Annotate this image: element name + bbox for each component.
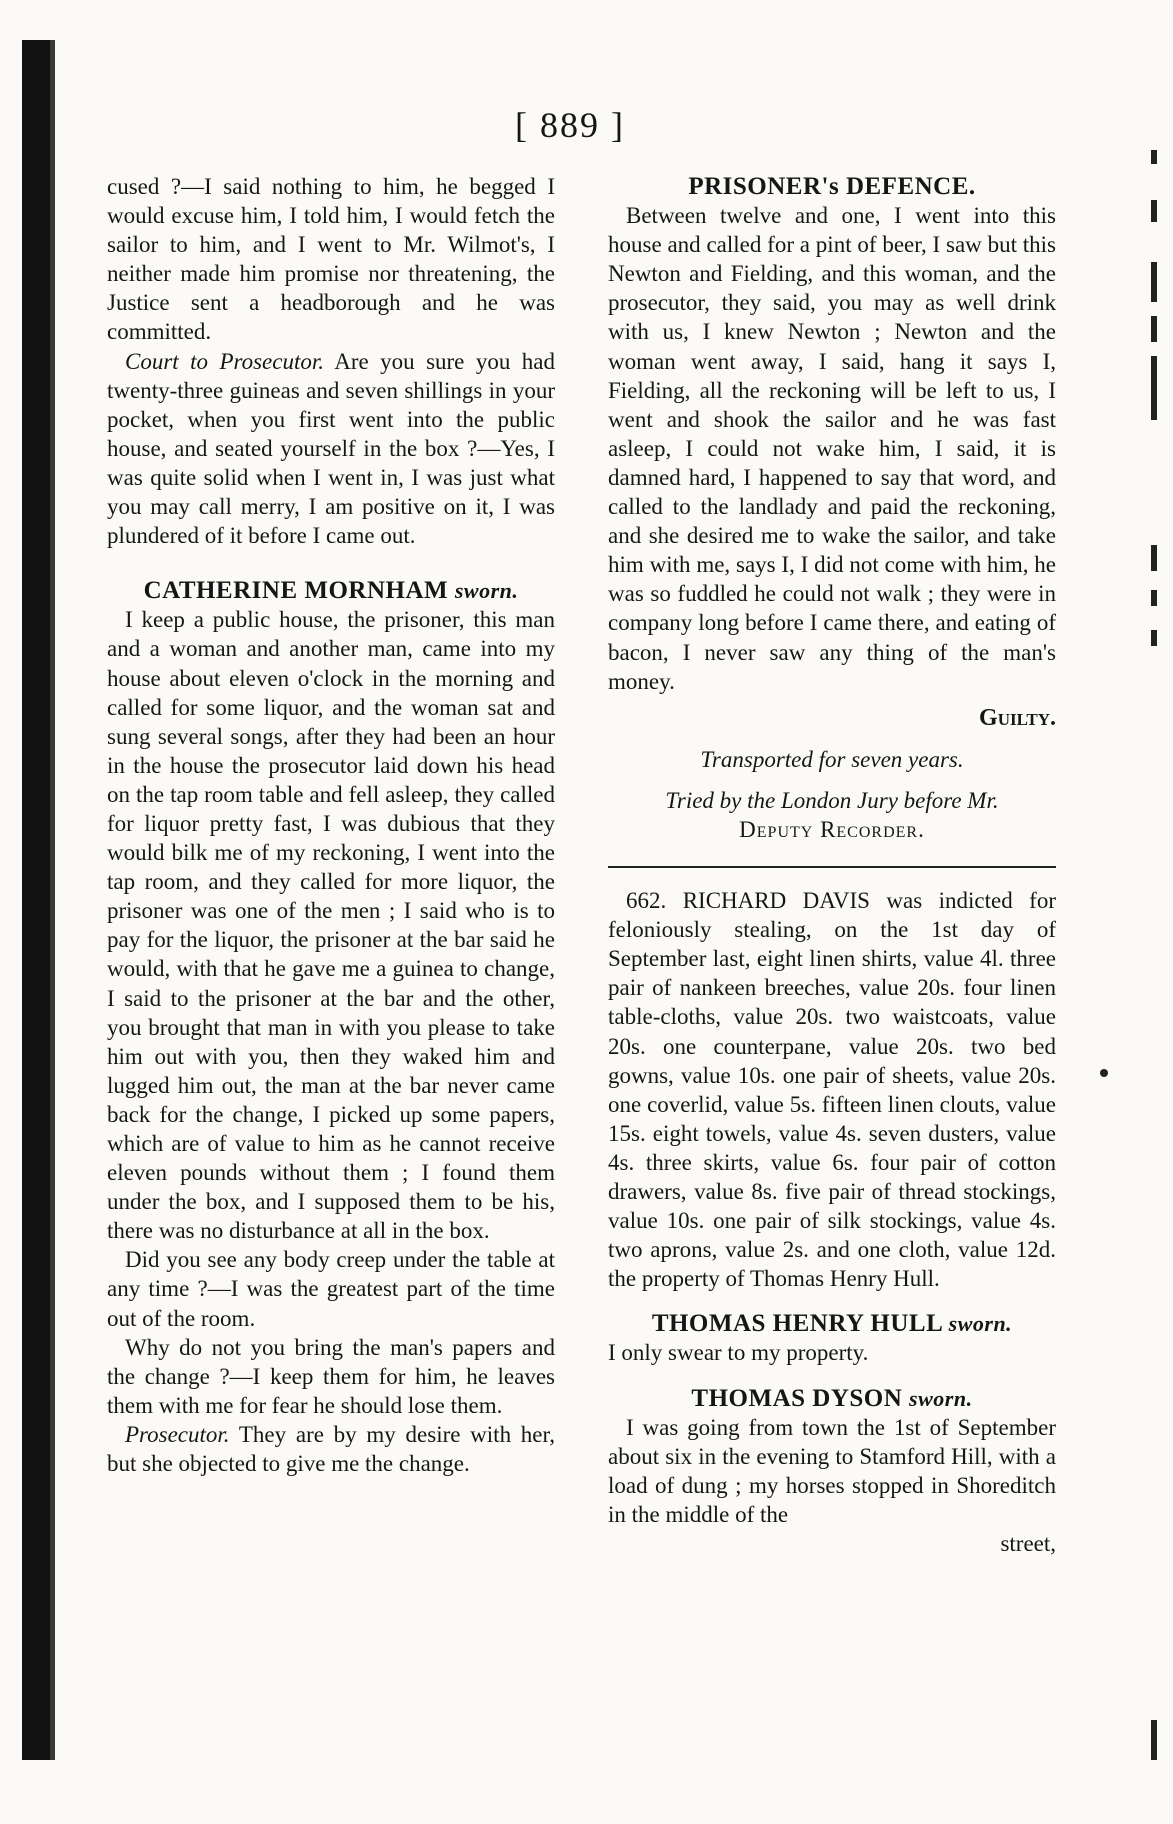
paragraph-text: Are you sure you had twenty-three guineas and seven shillings in your pocket, when you first went into the public house, and seated yourself in the box ?—Yes, I was quite solid when I went in, I was just what you may call merry, I am positive on it, I was plundered of it before I came out. bbox=[107, 348, 555, 549]
sworn-label: sworn. bbox=[909, 1385, 973, 1411]
margin-mark bbox=[1151, 200, 1157, 222]
book-spine-shadow bbox=[22, 40, 50, 1760]
paragraph: I was going from town the 1st of September about six in the evening to Stamford Hill, with a load of dung ; my horses stopped in Shoreditch in the middle of the bbox=[608, 1414, 1056, 1527]
catchword: street, bbox=[1000, 1531, 1056, 1557]
margin-mark bbox=[1151, 1720, 1157, 1760]
paragraph: I keep a public house, the prisoner, this man and a woman and another man, came into my house about eleven o'clock in the morning and called for some liquor, and the woman sat and sung several songs, after they had been an hour in the house the prosecutor laid down his head on the tap room table and fell asleep, they called for liquor pretty fast, I was dubious that they would bilk me of my reckoning, I went into the tap room, and they called for more liquor, the prisoner was one of the men ; I said who is to pay for the liquor, the prisoner at the bar said he would, with that he gave me a guinea to change, I said to the prisoner at the bar and the other, you brought that man in with you please to take him out with you, then they waked him and lugged him out, the man at the bar never came back for the change, I picked up some papers, which are of value to him as he cannot receive eleven pounds without them ; I found them under the box, and I supposed them to be his, there was no disturbance at all in the box. bbox=[107, 607, 555, 1244]
paragraph: Did you see any body creep under the table at any time ?—I was the greatest part of the time out of the room. bbox=[107, 1247, 555, 1331]
sworn-label: sworn. bbox=[948, 1311, 1013, 1337]
book-spine-edge bbox=[50, 40, 55, 1760]
ink-speck bbox=[1100, 1069, 1108, 1077]
margin-mark bbox=[1151, 356, 1157, 420]
witness-heading bbox=[608, 1309, 1056, 1338]
sworn-label: sworn. bbox=[454, 578, 519, 604]
right-column bbox=[608, 172, 1056, 1558]
verdict: Guilty. bbox=[979, 704, 1056, 731]
witness-name: THOMAS DYSON bbox=[691, 1384, 903, 1412]
page-number: [ 889 ] bbox=[515, 105, 625, 145]
tried-line: Tried by the London Jury before Mr. bbox=[665, 787, 999, 813]
paragraph: Why do not you bring the man's papers and the change ?—I keep them for him, he leaves them with me for fear he should lose them. bbox=[107, 1334, 555, 1418]
witness-name: CATHERINE MORNHAM bbox=[143, 577, 449, 605]
speaker-label: Prosecutor. bbox=[125, 1421, 230, 1447]
witness-heading bbox=[608, 1384, 1056, 1413]
paragraph: cused ?—I said nothing to him, he begged I would excuse him, I told him, I would fetch the sailor to him, and I went to Mr. Wilmot's, I neither made him promise nor threatening, the Justice sent a headborough and he was committed. bbox=[107, 174, 555, 345]
margin-mark bbox=[1151, 150, 1157, 164]
paragraph: Between twelve and one, I went into this house and called for a pint of beer, I saw but this Newton and Fielding, and this woman, and the prosecutor, they said, you may as well drink with us, I knew Newton ; Newton and the woman went away, I said, hang it says I, Fielding, all the reckoning will be left to us, I went and shook the sailor and he was fast asleep, I could not wake him, I said, it is damned hard, I happened to say that word, and called to the landlady and paid the reckoning, and she desired me to wake the sailor, and take him with me, says I, I did not come with him, he was so fuddled he could not walk ; they were in company long before I came there, and eating of bacon, I never saw any thing of the man's money. bbox=[608, 203, 1056, 694]
recorder-line: Deputy Recorder. bbox=[739, 816, 925, 842]
paragraph bbox=[107, 347, 555, 551]
paragraph-text: They are by my desire with her, but she objected to give me the change. bbox=[107, 1421, 555, 1477]
case-paragraph: 662. RICHARD DAVIS was indicted for feloniously stealing, on the 1st day of September last, eight linen shirts, value 4l. three pair of nankeen breeches, value 20s. four linen table-cloths, value 20s. two waistcoats, value 20s. one counterpane, value 20s. two bed gowns, value 10s. one pair of sheets, value 20s. one coverlid, value 5s. fifteen linen clouts, value 15s. eight towels, value 4s. seven dusters, value 4s. three skirts, value 6s. four pair of cotton drawers, value 8s. five pair of thread stockings, value 10s. one pair of silk stockings, value 4s. two aprons, value 2s. and one cloth, value 12d. the property of Thomas Henry Hull. bbox=[608, 888, 1056, 1292]
speaker-label: Court to Prosecutor. bbox=[125, 348, 325, 374]
margin-mark bbox=[1151, 262, 1157, 302]
witness-name: THOMAS HENRY HULL bbox=[651, 1310, 942, 1338]
paragraph bbox=[107, 1420, 555, 1478]
margin-mark bbox=[1151, 316, 1157, 342]
defence-heading: PRISONER's DEFENCE. bbox=[688, 173, 976, 200]
section-divider bbox=[608, 866, 1056, 868]
sentence: Transported for seven years. bbox=[700, 746, 964, 772]
paragraph: I only swear to my property. bbox=[608, 1340, 869, 1366]
margin-mark bbox=[1151, 590, 1157, 606]
margin-mark bbox=[1151, 545, 1157, 571]
left-column bbox=[107, 172, 555, 1478]
margin-mark bbox=[1151, 630, 1157, 646]
witness-heading bbox=[107, 576, 555, 605]
